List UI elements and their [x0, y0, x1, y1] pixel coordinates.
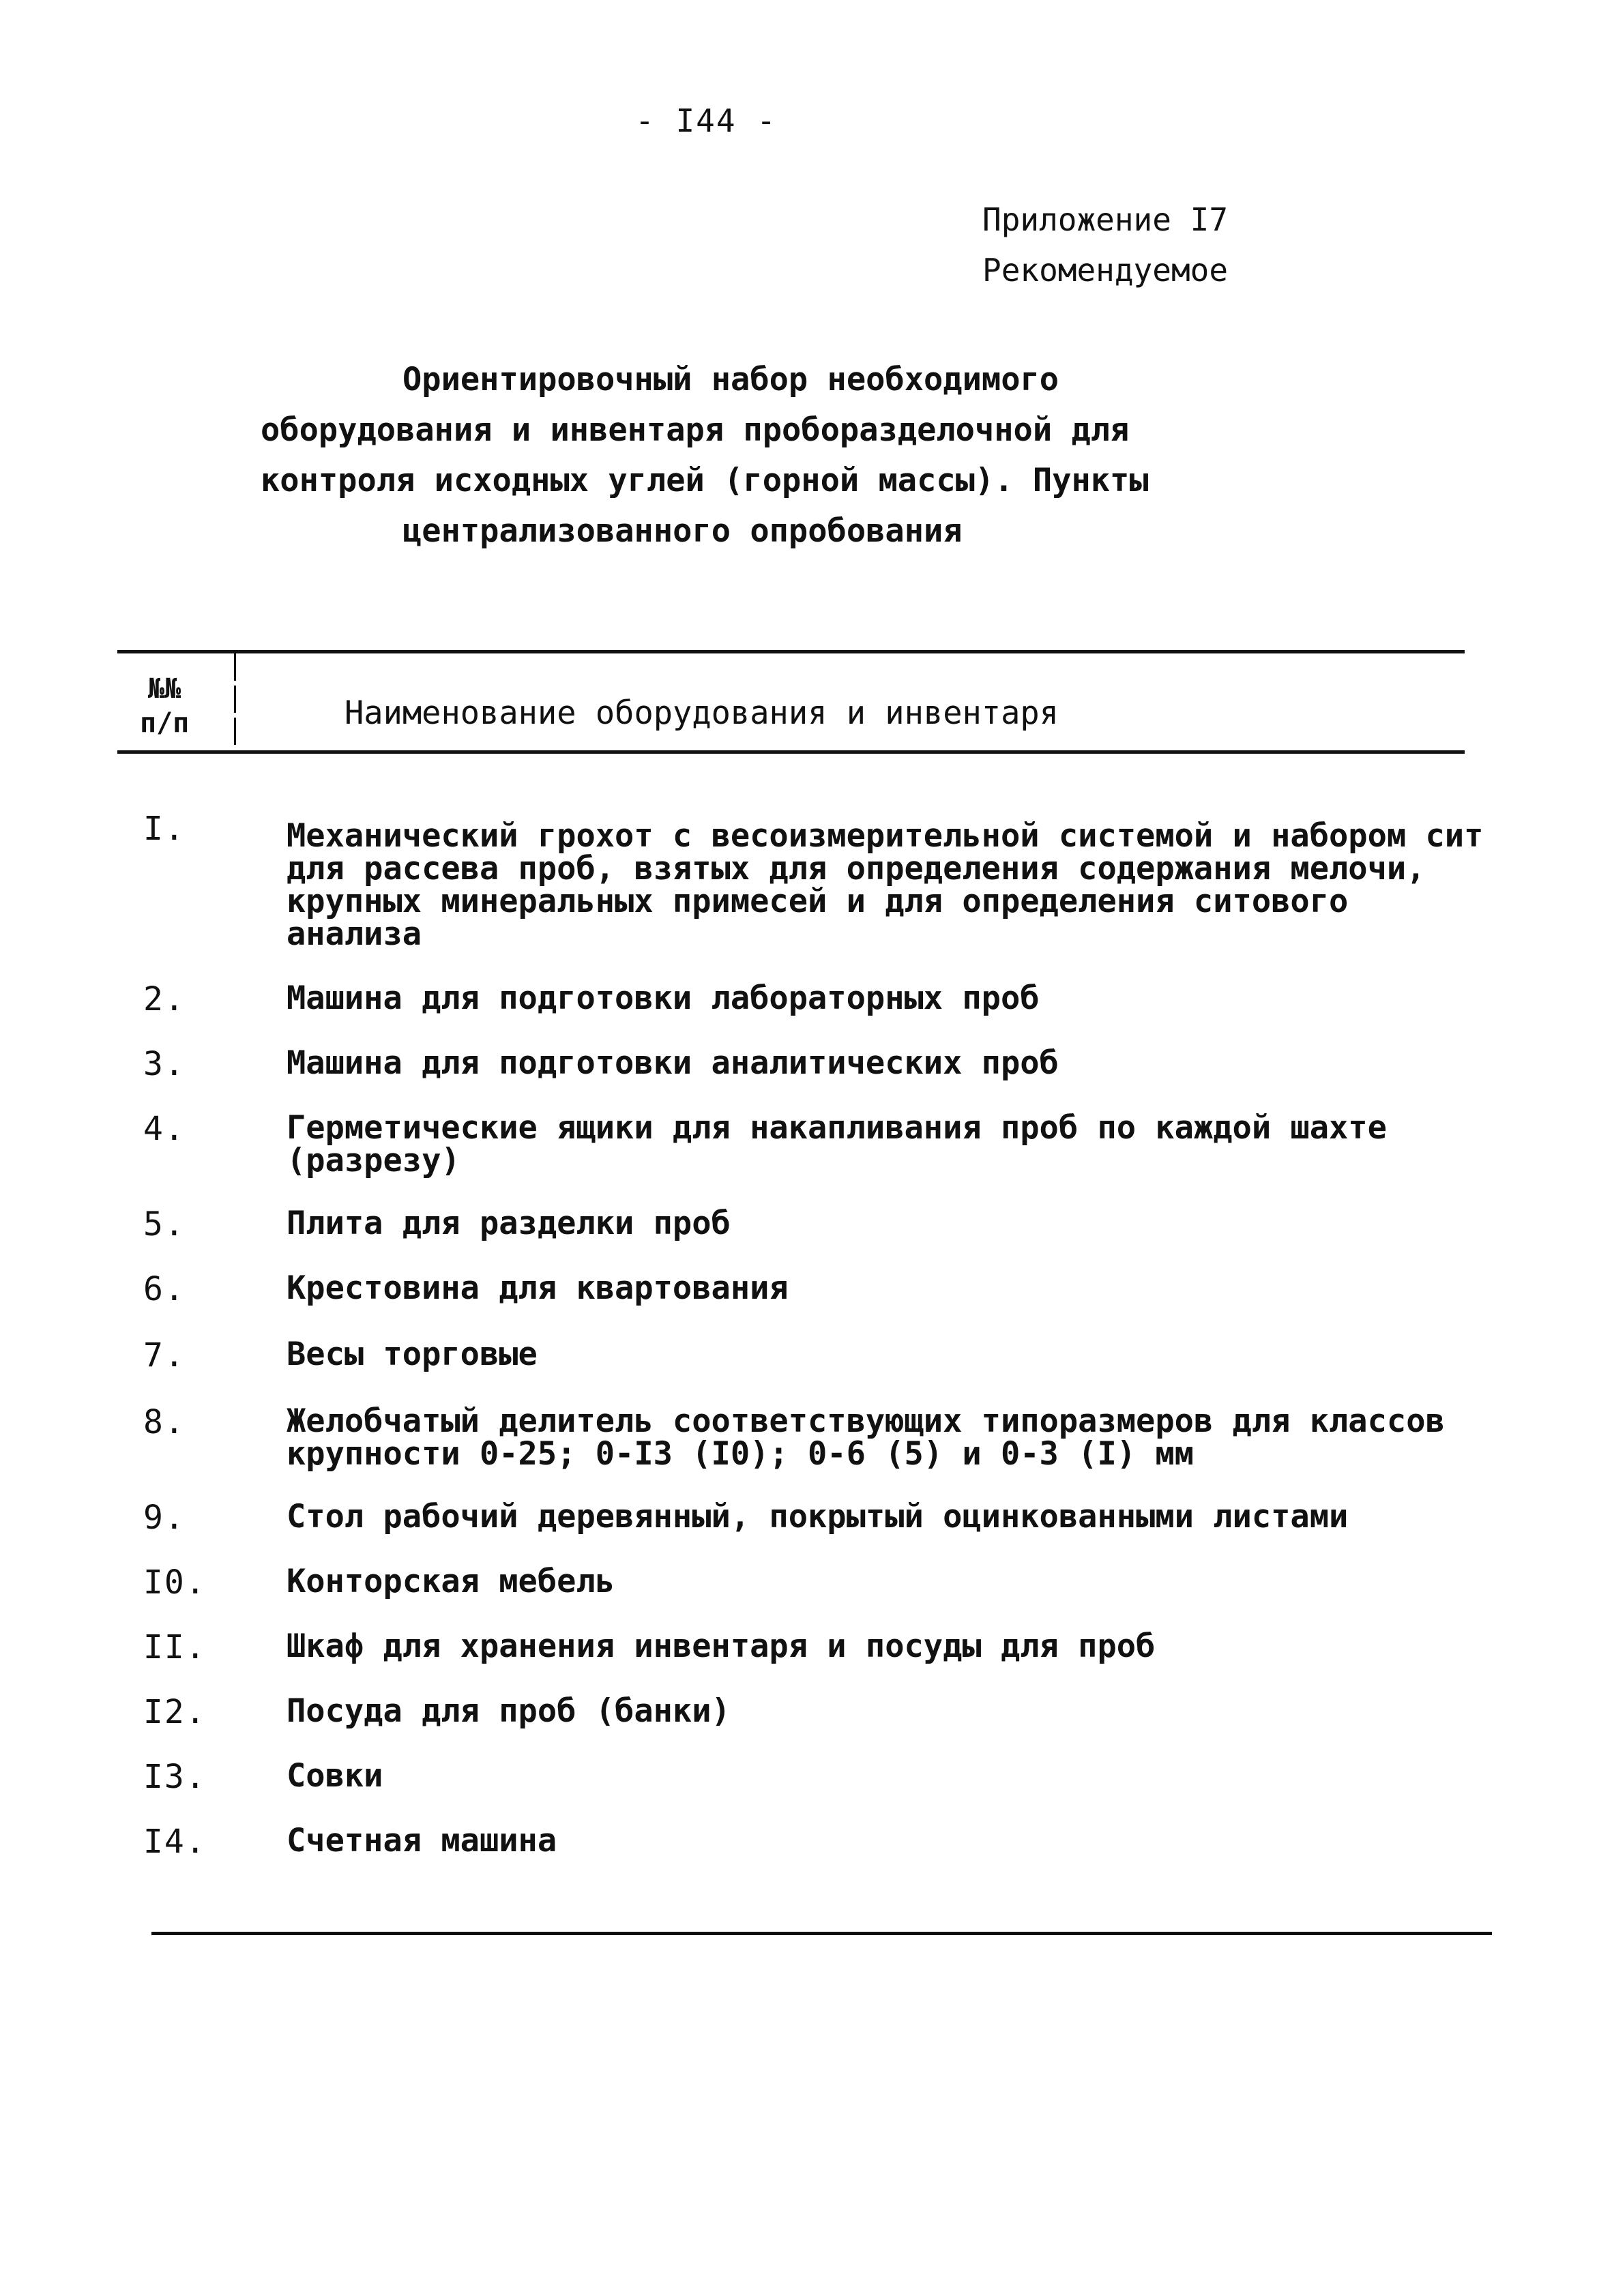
title-line: Ориентировочный набор необходимого	[402, 361, 1059, 398]
item-text: Стол рабочий деревянный, покрытый оцинкованными листами	[287, 1498, 1349, 1535]
item-number: 3.	[143, 1045, 186, 1083]
header-number-label: п/п	[140, 707, 190, 739]
item-text: Посуда для проб (банки)	[287, 1692, 731, 1730]
item-number: I3.	[143, 1758, 207, 1796]
item-number: I0.	[143, 1563, 207, 1602]
item-number: 4.	[143, 1110, 186, 1148]
item-number: I.	[143, 810, 186, 848]
item-text: Конторская мебель	[287, 1563, 615, 1600]
header-name-column: Наименование оборудования и инвентаря	[345, 694, 1059, 732]
item-number: 9.	[143, 1499, 186, 1537]
item-text: Плита для разделки проб	[287, 1205, 731, 1242]
item-number: 2.	[143, 980, 186, 1018]
header-divider	[234, 653, 236, 681]
title-line: централизованного опробования	[402, 512, 963, 550]
item-text: Крестовина для квартования	[287, 1269, 789, 1307]
item-text: Машина для подготовки аналитических проб	[287, 1044, 1059, 1082]
item-text: Желобчатый делитель соответствующих типоразмеров для классов крупности 0-25; 0-I3 (I0); 0-6 (5) и 0-3 (I) мм	[287, 1402, 1445, 1473]
item-text: Счетная машина	[287, 1822, 557, 1859]
item-number: 7.	[143, 1336, 186, 1374]
header-number-label: №№	[148, 673, 181, 705]
item-text: Герметические ящики для накапливания проб по каждой шахте (разрезу)	[287, 1109, 1387, 1179]
page-number: - I44 -	[635, 102, 777, 139]
item-text: Шкаф для хранения инвентаря и посуды для проб	[287, 1628, 1156, 1665]
item-number: 6.	[143, 1270, 186, 1308]
header-number-column	[140, 672, 189, 740]
title-line: оборудования и инвентаря пробоpазделочной для	[261, 411, 1130, 449]
item-number: I4.	[143, 1823, 207, 1861]
header-divider	[234, 686, 236, 713]
item-number: 8.	[143, 1403, 186, 1441]
appendix-block	[982, 194, 1228, 295]
header-divider	[234, 718, 236, 745]
item-number: II.	[143, 1628, 207, 1666]
item-text: Совки	[287, 1757, 383, 1795]
item-text: Весы торговые	[287, 1336, 538, 1373]
item-number: I2.	[143, 1693, 207, 1731]
table-top-rule	[117, 650, 1465, 653]
item-text: Механический грохот с весоизмерительной системой и набором сит для рассева проб, взятых для определения содержания мелочи, крупных минеральных примесей и для определения ситового анализа	[287, 817, 1484, 953]
table-header-rule	[117, 750, 1465, 754]
item-number: 5.	[143, 1205, 186, 1243]
appendix-label: Приложение I7	[982, 201, 1229, 238]
item-text: Машина для подготовки лабораторных проб	[287, 980, 1040, 1017]
title-line: контроля исходных углей (горной массы). Пункты	[261, 462, 1149, 499]
table-bottom-rule	[151, 1932, 1492, 1935]
appendix-status: Рекомендуемое	[982, 252, 1229, 289]
document-title	[252, 355, 1235, 557]
